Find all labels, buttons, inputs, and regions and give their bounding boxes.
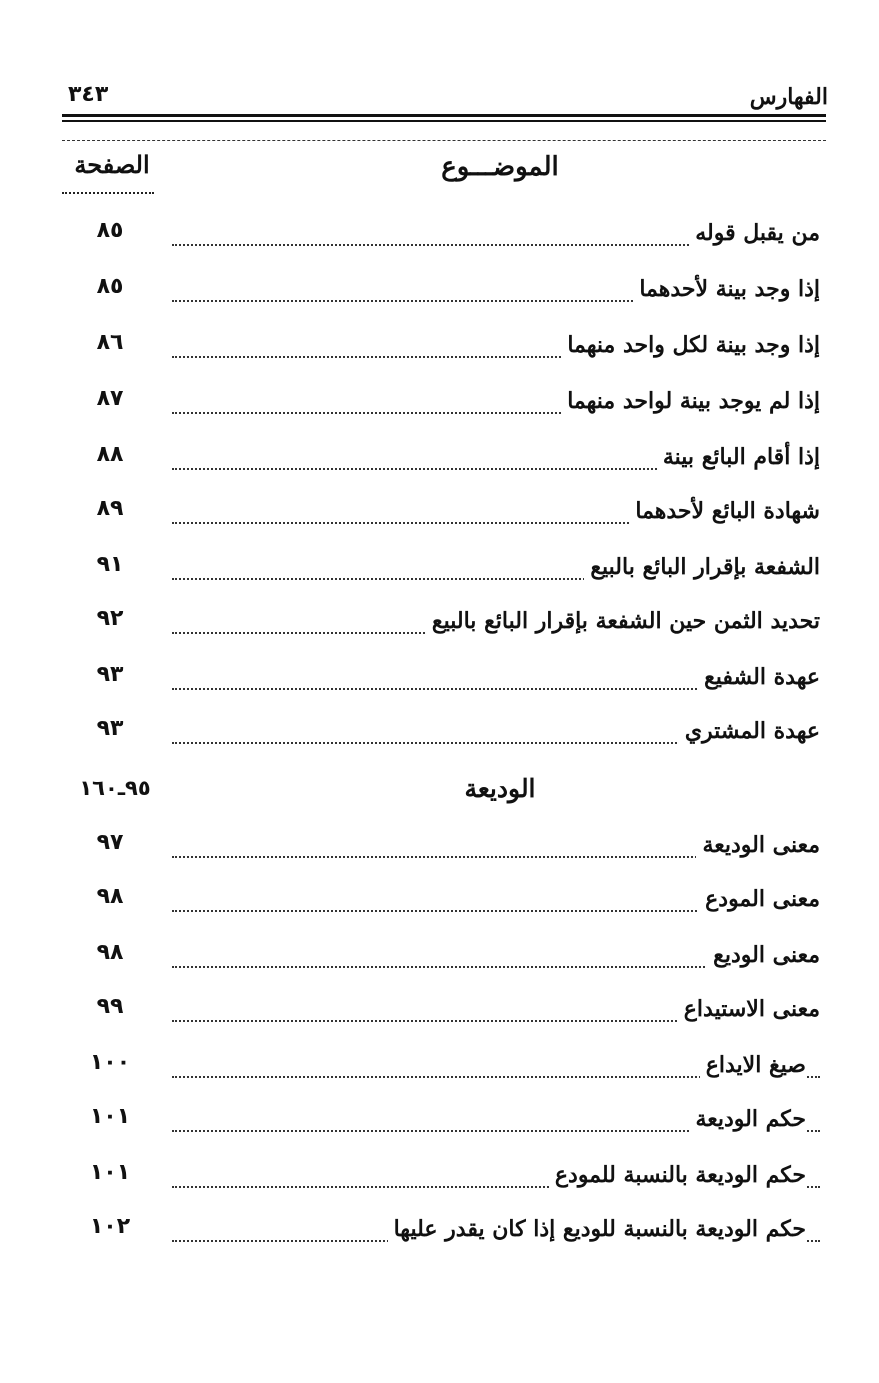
entry-title: حكم الوديعة — [689, 1106, 806, 1132]
index-entry — [60, 1214, 820, 1254]
entry-page: ٩٩ — [96, 994, 124, 1019]
entry-title: حكم الوديعة بالنسبة للوديع إذا كان يقدر عليها — [388, 1216, 806, 1242]
section-title: الوديعة — [464, 774, 536, 803]
index-entry — [60, 274, 820, 314]
entry-page: ١٠٠ — [89, 1050, 131, 1075]
entry-page: ١٠١ — [89, 1104, 131, 1129]
index-entry — [60, 330, 820, 370]
entry-title: إذا لم يوجد بينة لواحد منهما — [561, 388, 820, 414]
entry-title: إذا أقام البائع بينة — [657, 444, 820, 470]
entry-page: ٩٨ — [96, 884, 124, 909]
entry-title: من يقبل قوله — [689, 220, 820, 246]
entry-title: إذا وجد بينة لكل واحد منهما — [561, 332, 820, 358]
section-page-range: ٩٥ـ١٦٠ — [79, 776, 151, 800]
header-rule-thick — [62, 114, 826, 117]
index-entry — [60, 940, 820, 980]
entry-title: عهدة المشتري — [679, 718, 820, 744]
entry-title: إذا وجد بينة لأحدهما — [633, 276, 820, 302]
entry-page: ٨٥ — [96, 274, 124, 299]
entry-page: ٩٣ — [96, 662, 124, 687]
index-entry — [60, 1104, 820, 1144]
index-entry — [60, 716, 820, 756]
column-heading-topic: الموضـــوع — [441, 152, 559, 182]
entry-title: معنى الوديع — [707, 942, 820, 968]
index-entry — [60, 1050, 820, 1090]
entry-title: معنى الاستيداع — [678, 996, 820, 1022]
index-entry — [60, 218, 820, 258]
entry-page: ٨٦ — [96, 330, 124, 355]
column-heading-page: الصفحة — [74, 150, 150, 179]
entry-title: شهادة البائع لأحدهما — [629, 498, 820, 524]
entry-page: ٩٢ — [96, 606, 124, 631]
index-entry — [60, 884, 820, 924]
index-entry — [60, 606, 820, 646]
entry-page: ٩١ — [96, 552, 124, 577]
entry-page: ١٠٢ — [89, 1214, 131, 1239]
entry-page: ٩٣ — [96, 716, 124, 741]
entry-page: ٩٧ — [96, 830, 124, 855]
entry-title: عهدة الشفيع — [698, 664, 820, 690]
entry-page: ٨٩ — [96, 496, 124, 521]
index-entry — [60, 496, 820, 536]
header-rule-dashed — [62, 140, 826, 141]
index-entry — [60, 662, 820, 702]
section-heading-row — [60, 774, 820, 818]
index-entry — [60, 386, 820, 426]
entry-title: معنى المودع — [699, 886, 820, 912]
entry-title: معنى الوديعة — [696, 832, 820, 858]
index-entry — [60, 830, 820, 870]
index-entry — [60, 994, 820, 1034]
entry-page: ١٠١ — [89, 1160, 131, 1185]
column-heading-underline — [62, 192, 154, 194]
entry-page: ٨٧ — [96, 386, 124, 411]
entry-title: صيغ الايداع — [700, 1052, 806, 1078]
entry-title: تحديد الثمن حين الشفعة بإقرار البائع بالبيع — [426, 608, 820, 634]
entry-page: ٨٥ — [96, 218, 124, 243]
entry-page: ٨٨ — [96, 442, 124, 467]
header-rule-thin — [62, 120, 826, 122]
entry-page: ٩٨ — [96, 940, 124, 965]
entry-title: الشفعة بإقرار البائع بالبيع — [584, 554, 820, 580]
index-entry — [60, 442, 820, 482]
running-header — [66, 76, 828, 116]
entry-title: حكم الوديعة بالنسبة للمودع — [549, 1162, 806, 1188]
index-entry — [60, 552, 820, 592]
index-entry — [60, 1160, 820, 1200]
header-page-number: ٣٤٣ — [68, 82, 109, 107]
header-section-title: الفهارس — [749, 84, 828, 110]
